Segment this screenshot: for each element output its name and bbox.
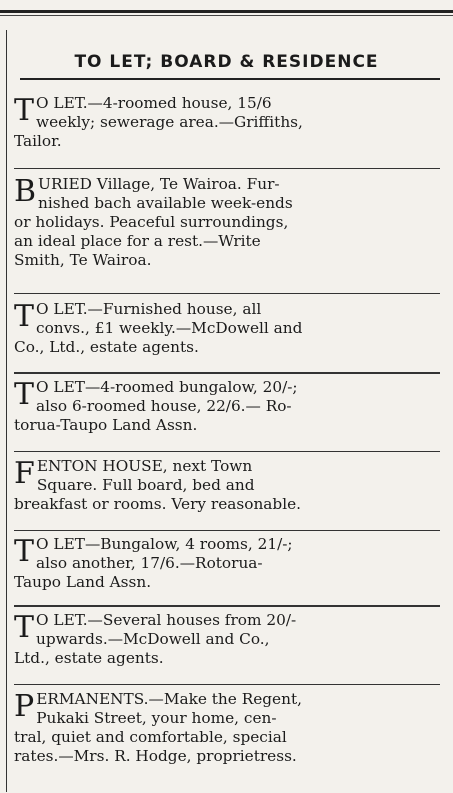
ad-separator	[14, 293, 440, 294]
ad-line: Pukaki Street, your home, cen-	[36, 709, 277, 727]
ad-separator	[14, 168, 440, 169]
ad-separator	[14, 684, 440, 685]
ad-griffiths	[14, 94, 440, 151]
drop-cap: T	[14, 377, 35, 412]
section-heading: TO LET; BOARD & RESIDENCE	[74, 52, 379, 72]
ad-line: Ltd., estate agents.	[14, 649, 164, 667]
ad-line: also another, 17/6.—Rotorua-	[36, 554, 263, 572]
ad-fenton-house	[14, 457, 440, 514]
drop-cap: T	[14, 610, 35, 645]
ad-bungalow-4-rooms	[14, 535, 440, 592]
ad-line: also 6-roomed house, 22/6.— Ro-	[36, 397, 292, 415]
ad-line: URIED Village, Te Wairoa. Fur-	[38, 175, 280, 193]
ad-line: breakfast or rooms. Very reasonable.	[14, 495, 302, 513]
drop-cap: P	[14, 689, 35, 724]
ad-line: rates.—Mrs. R. Hodge, proprietress.	[14, 747, 297, 765]
ad-line: O LET—Bungalow, 4 rooms, 21/-;	[36, 535, 293, 553]
ad-line: O LET.—Furnished house, all	[36, 300, 262, 318]
ad-line: Taupo Land Assn.	[14, 573, 152, 591]
drop-cap: T	[14, 534, 35, 569]
ad-line: O LET.—Several houses from 20/-	[36, 611, 297, 629]
ad-line: or holidays. Peaceful surroundings,	[14, 213, 289, 231]
ad-line: Smith, Te Wairoa.	[14, 251, 152, 269]
ad-line: weekly; sewerage area.—Griffiths,	[36, 113, 303, 131]
drop-cap: B	[14, 174, 37, 209]
ad-line: O LET—4-roomed bungalow, 20/-;	[36, 378, 298, 396]
ad-line: torua-Taupo Land Assn.	[14, 416, 198, 434]
ad-buried-village	[14, 175, 440, 270]
ad-separator	[14, 605, 440, 607]
ad-line: Tailor.	[14, 132, 62, 150]
ad-line: nished bach available week-ends	[38, 194, 293, 212]
ad-line: Square. Full board, bed and	[36, 476, 255, 494]
heading-underline	[20, 78, 440, 80]
top-rule	[0, 10, 453, 13]
drop-cap: F	[14, 456, 35, 491]
drop-cap: T	[14, 299, 35, 334]
ad-line: ERMANENTS.—Make the Regent,	[36, 690, 302, 708]
ad-line: upwards.—McDowell and Co.,	[36, 630, 270, 648]
ad-line: convs., £1 weekly.—McDowell and	[36, 319, 303, 337]
ad-line: tral, quiet and comfortable, special	[14, 728, 287, 746]
ad-several-houses	[14, 611, 440, 668]
ad-bungalow-rotorua	[14, 378, 440, 435]
drop-cap: T	[14, 93, 35, 128]
ad-separator	[14, 530, 440, 531]
ad-separator	[14, 372, 440, 374]
top-rule-thin	[0, 15, 453, 16]
ad-line: ENTON HOUSE, next Town	[36, 457, 253, 475]
ad-line: Co., Ltd., estate agents.	[14, 338, 199, 356]
ad-line: an ideal place for a rest.—Write	[14, 232, 261, 250]
ad-separator	[14, 451, 440, 452]
ad-line: O LET.—4-roomed house, 15/6	[36, 94, 272, 112]
ad-furnished-house	[14, 300, 440, 357]
ad-permanents	[14, 690, 440, 766]
